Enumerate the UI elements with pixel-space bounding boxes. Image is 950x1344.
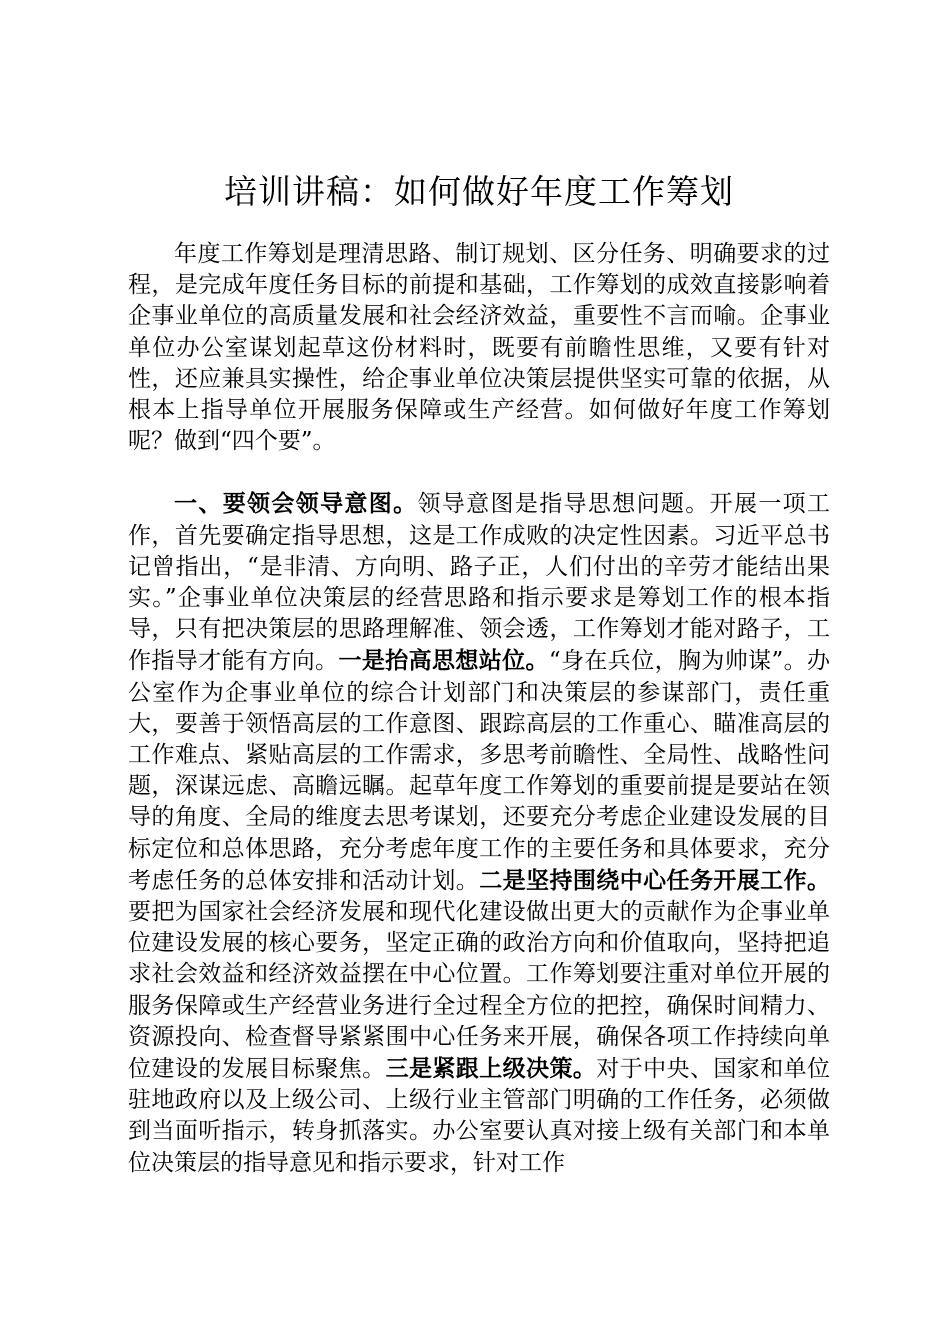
- document-page: [128, 170, 830, 1179]
- section-1-text-3: 要把为国家社会经济发展和现代化建设做出更大的贡献作为企事业单位建设发展的核心要务，坚定正确的政治方向和价值取向，坚持把追求社会效益和经济效益摆在中心位置。工作筹划要注重对单位开展的服务保障或生产经营业务进行全过程全方位的把控，确保时间精力、资源投向、检查督导紧紧围中心任务来开展，确保各项工作持续向单位建设的发展目标聚焦。: [128, 899, 830, 1083]
- section-1-point-1: 一是抬高思想站位。: [338, 647, 549, 675]
- section-1-text-2: “身在兵位，胸为帅谋”。办公室作为企事业单位的综合计划部门和决策层的参谋部门，责任重大，要善于领悟高层的工作意图、跟踪高层的工作重心、瞄准高层的工作难点、紧贴高层的工作需求，多思考前瞻性、全局性、战略性问题，深谋远虑、高瞻远瞩。起草年度工作筹划的重要前提是要站在领导的角度、全局的维度去思考谋划，还要充分考虑企业建设发展的目标定位和总体思路，充分考虑年度工作的主要任务和具体要求，充分考虑任务的总体安排和活动计划。: [128, 648, 831, 894]
- section-1-paragraph: [128, 488, 830, 1178]
- document-title: 培训讲稿：如何做好年度工作筹划: [224, 172, 734, 211]
- section-1-heading: 一、要领会领导意图。: [174, 490, 418, 518]
- intro-paragraph: 年度工作筹划是理清思路、制订规划、区分任务、明确要求的过程，是完成年度任务目标的前提和基础，工作筹划的成效直接影响着企事业单位的高质量发展和社会经济效益，重要性不言而喻。企事业单位办公室谋划起草这份材料时，既要有前瞻性思维，又要有针对性，还应兼具实操性，给企事业单位决策层提供坚实可靠的依据，从根本上指导单位开展服务保障或生产经营。如何做好年度工作筹划呢？做到“四个要”。: [128, 241, 830, 455]
- section-1-point-2: 二是坚持围绕中心任务开展工作。: [479, 866, 831, 894]
- section-1-point-3: 三是紧跟上级决策。: [385, 1055, 597, 1083]
- section-1-text-1: 领导意图是指导思想问题。开展一项工作，首先要确定指导思想，这是工作成败的决定性因素。习近平总书记曾指出，“是非清、方向明、路子正，人们付出的辛劳才能结出果实。”企事业单位决策层的经营思路和指示要求是筹划工作的根本指导，只有把决策层的思路理解准、领会透，工作筹划才能对路子，工作指导才能有方向。: [128, 491, 831, 675]
- section-1-text-4: 对于中央、国家和单位驻地政府以及上级公司、上级行业主管部门明确的工作任务，必须做到当面听指示，转身抓落实。办公室要认真对接上级有关部门和本单位决策层的指导意见和指示要求，针对工作: [128, 1056, 831, 1176]
